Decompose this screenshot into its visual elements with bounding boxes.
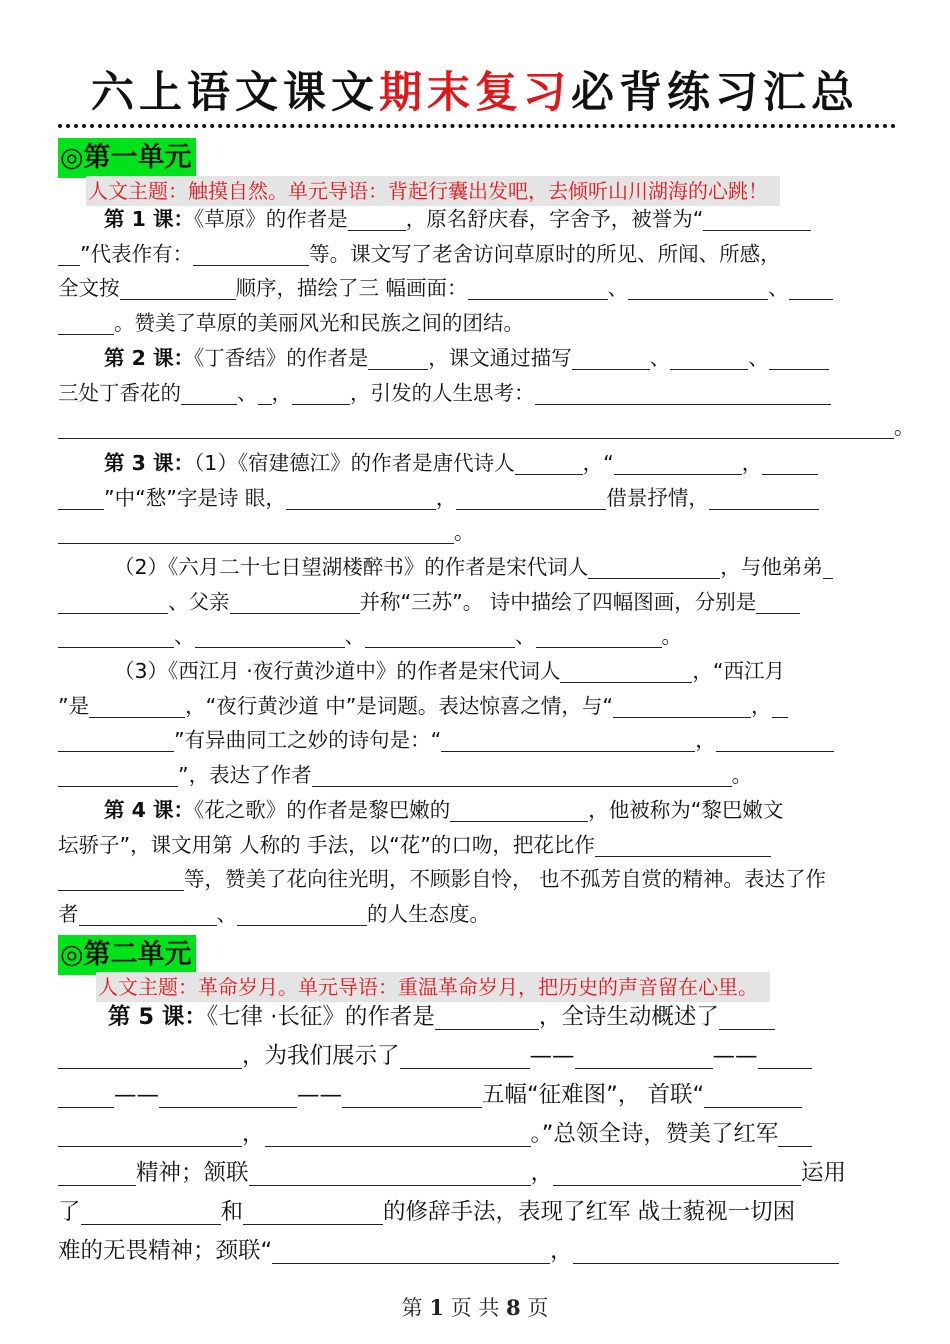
- text: ——: [297, 1082, 342, 1108]
- text: 、: [237, 380, 258, 405]
- blank[interactable]: [670, 348, 748, 371]
- blank[interactable]: [58, 764, 178, 787]
- blank[interactable]: [58, 312, 114, 335]
- text: 精神；颔联: [136, 1160, 249, 1186]
- text: 难的无畏精神；颈联“: [58, 1238, 273, 1264]
- lesson-4-label: 第 4 课：: [104, 798, 195, 822]
- blank[interactable]: [762, 453, 818, 476]
- blank[interactable]: [704, 1083, 802, 1108]
- page-footer: [0, 1292, 950, 1322]
- text: 、: [216, 901, 237, 926]
- text: ，: [695, 728, 716, 752]
- page-title: [0, 58, 950, 128]
- blank[interactable]: [58, 1044, 242, 1069]
- text: 。: [454, 520, 475, 544]
- text: ，: [751, 693, 772, 718]
- blank[interactable]: [243, 1200, 383, 1225]
- text: 坛骄子”，课文用第: [58, 832, 240, 857]
- blank[interactable]: [536, 626, 662, 649]
- blank[interactable]: [553, 1161, 801, 1186]
- blank[interactable]: [535, 382, 831, 405]
- dotted-divider: [58, 124, 896, 128]
- blank[interactable]: [468, 278, 608, 301]
- text: ，: [271, 380, 292, 405]
- text: ，: [741, 451, 763, 475]
- blank[interactable]: [365, 626, 515, 649]
- text: 页 共: [450, 1296, 500, 1320]
- lesson-2-label: 第 2 课：: [104, 346, 195, 370]
- blank[interactable]: [703, 209, 811, 232]
- blank[interactable]: [89, 695, 185, 718]
- blank[interactable]: [79, 903, 217, 926]
- text: ”是: [58, 693, 90, 718]
- text: ”有异曲同工之妙的诗句是：“: [174, 728, 442, 752]
- unit-2-theme: 人文主题：革命岁月。单元导语：重温革命岁月，把历史的声音留在心里。: [96, 972, 770, 1002]
- text: ，“夜行黄沙道 中”是词题。表达惊喜之情，与“: [185, 693, 614, 718]
- blank[interactable]: [258, 382, 272, 405]
- blank[interactable]: [58, 417, 894, 440]
- current-page: 1: [429, 1295, 444, 1320]
- blank[interactable]: [312, 764, 732, 787]
- text: ，“: [582, 451, 614, 475]
- text: ——: [529, 1043, 575, 1069]
- text: 、: [748, 346, 769, 370]
- text: （1）《宿建德江》的作者是唐代诗人: [194, 451, 515, 475]
- blank[interactable]: [195, 626, 345, 649]
- title-part-3: 必背练习汇总: [571, 68, 859, 118]
- blank[interactable]: [628, 278, 768, 301]
- text: 等，赞美了花向往光明，不顾影自怜， 也不孤芳自赏的精神。表达了作: [184, 867, 827, 891]
- blank[interactable]: [772, 695, 788, 718]
- text: ——: [114, 1082, 159, 1108]
- text: 运用: [801, 1160, 847, 1186]
- total-pages: 8: [506, 1295, 521, 1320]
- text: 《丁香结》的作者是: [194, 346, 369, 370]
- text: 。赞美了草原的美丽风光和民族之间的团结。: [114, 310, 524, 335]
- blank[interactable]: [58, 522, 454, 545]
- text: ，: [242, 1121, 265, 1147]
- blank[interactable]: [292, 382, 350, 405]
- text: 并称“三苏”。 诗中描绘了四幅图画，分别是: [359, 589, 757, 614]
- blank[interactable]: [249, 1161, 531, 1186]
- text: ，原名舒庆春，字舍予，被誉为“: [405, 207, 704, 231]
- blank[interactable]: [450, 800, 588, 823]
- text: ，他被称为“黎巴嫩文: [588, 798, 784, 822]
- text: 、: [174, 624, 195, 648]
- blank[interactable]: [58, 869, 184, 892]
- blank[interactable]: [614, 453, 742, 476]
- blank[interactable]: [758, 1044, 812, 1069]
- blank[interactable]: [58, 243, 80, 266]
- unit-2-heading: ◎第二单元: [58, 935, 196, 975]
- text: ，为我们展示了: [242, 1043, 400, 1069]
- blank[interactable]: [265, 1122, 531, 1147]
- blank[interactable]: [58, 626, 174, 649]
- blank[interactable]: [58, 1161, 136, 1186]
- lesson-3: [58, 446, 898, 550]
- lesson-5-label: 第 5 课：: [108, 1004, 207, 1030]
- text: 的修辞手法，表现了红军 战士藐视一切困: [383, 1199, 796, 1225]
- text: 。: [731, 762, 753, 787]
- blank[interactable]: [58, 1083, 114, 1108]
- blank[interactable]: [368, 348, 428, 371]
- text: 等。课文写了老舍访问草原时的所见、所闻、所感，: [309, 241, 781, 266]
- blank[interactable]: [400, 1044, 530, 1069]
- blank[interactable]: [58, 591, 168, 614]
- blank[interactable]: [441, 730, 695, 753]
- text: 《草原》的作者是: [194, 207, 348, 231]
- text: 和: [220, 1199, 244, 1225]
- blank[interactable]: [181, 382, 237, 405]
- text: ”中“愁”字是诗 眼，: [104, 485, 286, 510]
- blank[interactable]: [342, 1083, 482, 1108]
- blank[interactable]: [613, 695, 751, 718]
- unit-1-theme: 人文主题：触摸自然。单元导语：背起行囊出发吧，去倾听山川湖海的心跳！: [86, 176, 780, 206]
- blank[interactable]: [58, 487, 104, 510]
- lesson-3-label: 第 3 课：: [104, 451, 195, 475]
- blank[interactable]: [58, 730, 174, 753]
- blank[interactable]: [237, 903, 367, 926]
- blank[interactable]: [572, 348, 650, 371]
- text: ，与他弟弟: [720, 555, 823, 579]
- text: 。: [661, 624, 682, 648]
- text: 顺序，描绘了三 幅画面：: [235, 276, 468, 300]
- blank[interactable]: [348, 209, 406, 232]
- blank[interactable]: [595, 834, 771, 857]
- text: 、: [768, 276, 789, 300]
- text: （2）《六月二十七日望湖楼醉书》的作者是宋代词人: [114, 555, 589, 579]
- blank[interactable]: [560, 661, 692, 684]
- blank[interactable]: [769, 348, 829, 371]
- blank[interactable]: [286, 487, 436, 510]
- blank[interactable]: [823, 557, 833, 580]
- blank[interactable]: [588, 557, 720, 580]
- blank[interactable]: [515, 453, 583, 476]
- title-part-1: 六上语文课文: [91, 68, 379, 118]
- blank[interactable]: [120, 278, 236, 301]
- blank[interactable]: [789, 278, 833, 301]
- text: ，: [550, 1238, 573, 1264]
- text: ，课文通过描写: [428, 346, 572, 370]
- blank[interactable]: [573, 1239, 839, 1264]
- text: 。”总领全诗，赞美了红军: [530, 1121, 779, 1147]
- lesson-4: [58, 793, 898, 931]
- blank[interactable]: [575, 1044, 713, 1069]
- blank[interactable]: [716, 730, 834, 753]
- text: 、: [344, 624, 365, 648]
- blank[interactable]: [230, 591, 360, 614]
- blank[interactable]: [272, 1239, 550, 1264]
- text: 第: [401, 1296, 423, 1320]
- text: 者: [58, 901, 79, 926]
- blank[interactable]: [193, 243, 309, 266]
- blank[interactable]: [456, 487, 606, 510]
- text: 、: [515, 624, 536, 648]
- blank[interactable]: [435, 1005, 539, 1030]
- blank[interactable]: [719, 1005, 775, 1030]
- text: ，全诗生动概述了: [538, 1004, 719, 1030]
- text: ”，表达了作者: [178, 762, 312, 787]
- blank[interactable]: [756, 591, 800, 614]
- text: ”代表作有：: [80, 241, 194, 266]
- text: 人称的 手法，以“花”的口吻，把花比作: [239, 832, 595, 857]
- text: 、: [607, 276, 629, 300]
- text: 。: [894, 415, 915, 439]
- text: ——: [712, 1043, 758, 1069]
- text: ，: [435, 485, 457, 510]
- blank[interactable]: [81, 1200, 221, 1225]
- text: 页: [527, 1296, 549, 1320]
- text: 《花之歌》的作者是黎巴嫩的: [194, 798, 451, 822]
- text: 了: [58, 1199, 81, 1225]
- lesson-5: [58, 998, 898, 1271]
- text: 《七律 ·长征》的作者是: [206, 1004, 435, 1030]
- blank[interactable]: [709, 487, 819, 510]
- text: ，: [530, 1160, 554, 1186]
- text: 、: [649, 346, 671, 370]
- text: 五幅“征难图”， 首联“: [482, 1082, 705, 1108]
- text: 的人生态度。: [367, 901, 490, 926]
- blank[interactable]: [159, 1083, 297, 1108]
- text: 借景抒情，: [606, 485, 709, 510]
- blank[interactable]: [778, 1122, 812, 1147]
- lesson-2: [58, 341, 915, 445]
- text: 全文按: [58, 276, 120, 300]
- text: ，引发的人生思考：: [350, 380, 535, 405]
- lesson-3-part-2: [58, 550, 898, 654]
- unit-1-heading: ◎第一单元: [58, 138, 196, 178]
- lesson-3-part-3: [58, 654, 898, 792]
- text: ，“西江月: [692, 659, 785, 683]
- text: 、父亲: [168, 589, 230, 614]
- blank[interactable]: [58, 1122, 242, 1147]
- text: 三处丁香花的: [58, 380, 181, 405]
- title-highlight: 期末复习: [379, 68, 571, 118]
- text: （3）《西江月 ·夜行黄沙道中》的作者是宋代词人: [114, 659, 561, 683]
- lesson-1: [58, 202, 898, 340]
- lesson-1-label: 第 1 课：: [104, 207, 195, 231]
